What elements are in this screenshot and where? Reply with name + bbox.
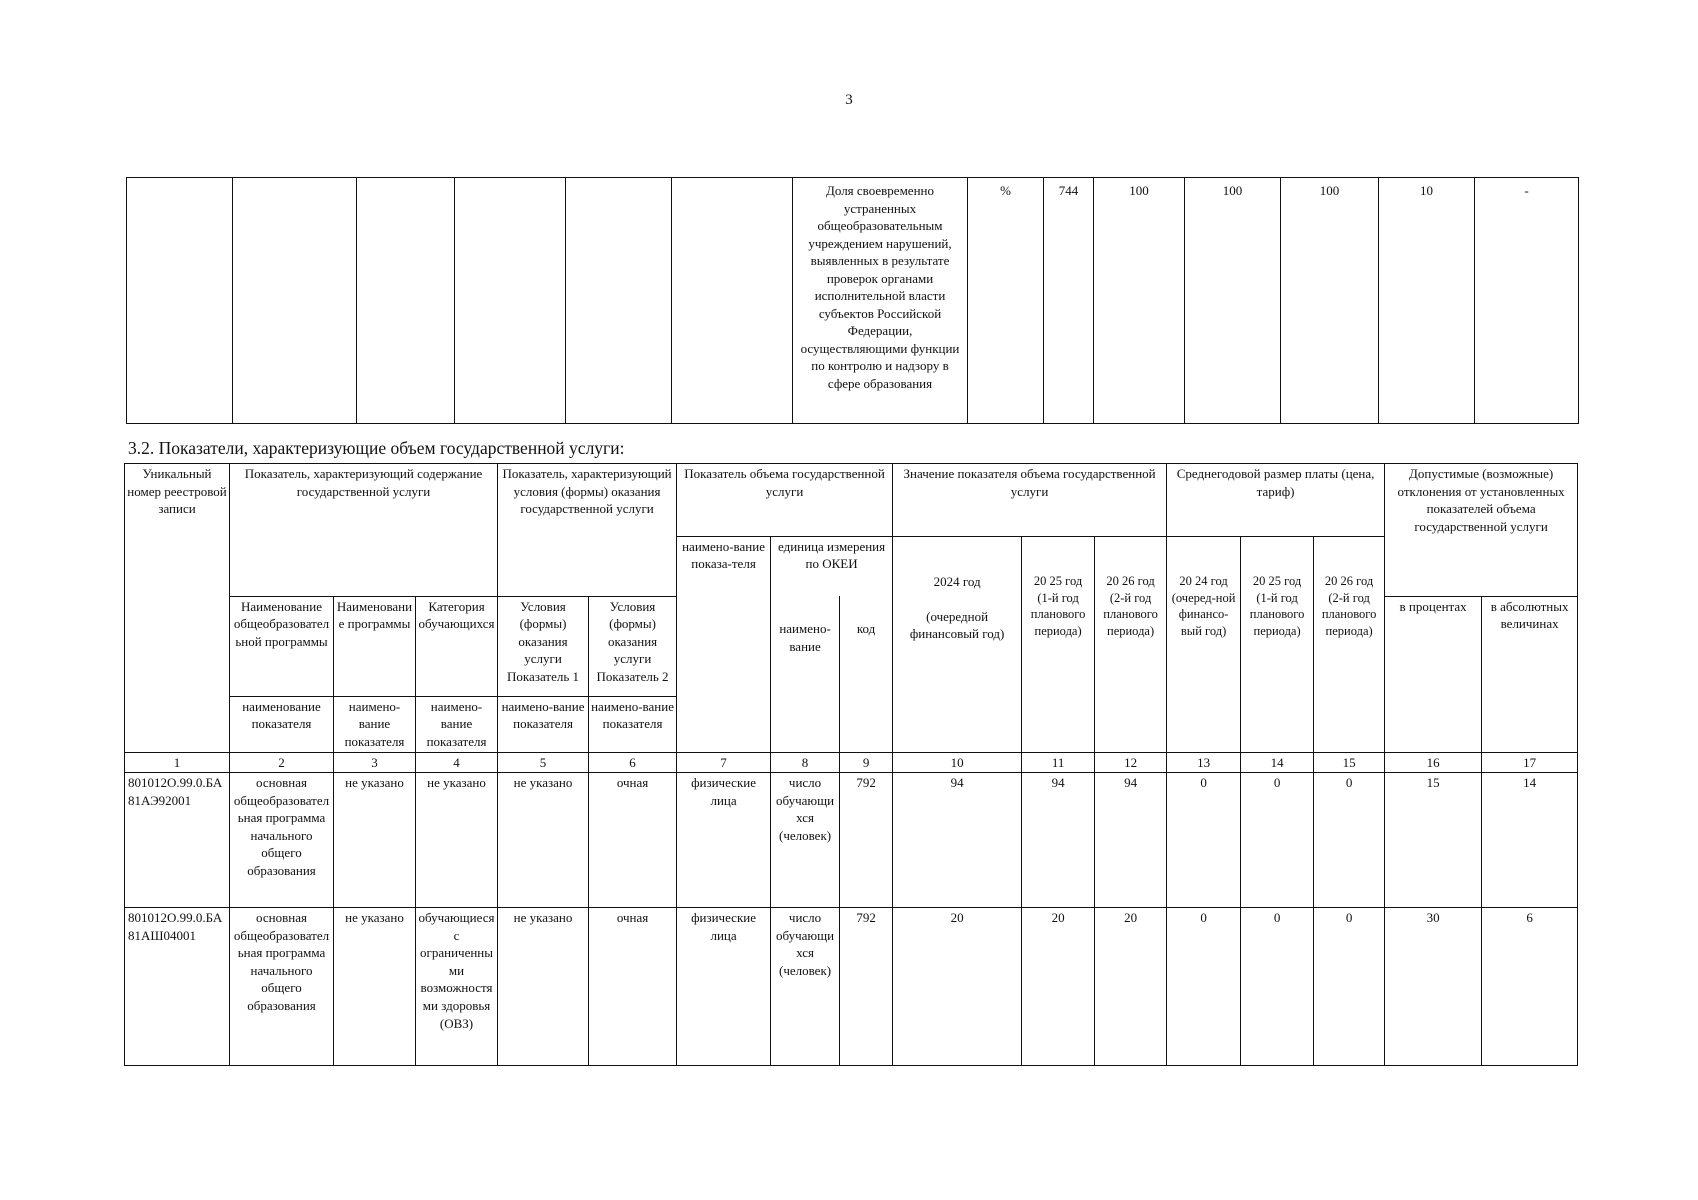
header-dev-percent: в процентах [1385, 596, 1482, 752]
col-num: 16 [1385, 752, 1482, 773]
empty-cell [672, 178, 793, 424]
col-num: 4 [416, 752, 498, 773]
col-num: 10 [893, 752, 1022, 773]
col-num: 12 [1095, 752, 1167, 773]
header-avg-fee-group: Среднегодовой размер платы (цена, тариф) [1167, 464, 1385, 537]
value-2024: 100 [1094, 178, 1185, 424]
header-ind-name-2: наименование показателя [230, 696, 334, 752]
col-num: 6 [589, 752, 677, 773]
page-number: 3 [845, 92, 853, 108]
fee-2025: 0 [1241, 773, 1314, 908]
year-sublabel: (2-й год планового периода) [1103, 590, 1158, 639]
col-num: 3 [334, 752, 416, 773]
header-ind-name-3: наимено-вание показателя [334, 696, 416, 752]
table-row [127, 178, 1579, 424]
value-2026: 100 [1281, 178, 1379, 424]
header-deviation-group: Допустимые (возможные) отклонения от установленных показателей объема государственной услуги [1385, 464, 1578, 537]
fee-2025: 0 [1241, 908, 1314, 1066]
header-student-category: Категория обучающихся [416, 596, 498, 696]
value-2026: 20 [1095, 908, 1167, 1066]
deviation-absolute: 6 [1482, 908, 1578, 1066]
header-dev-absolute: в абсолютных величинах [1482, 596, 1578, 752]
program-name: основная общеобразовательная программа начального общего образования [230, 908, 334, 1066]
header-okei-name: наимено-вание [771, 596, 840, 752]
condition-1: не указано [498, 773, 589, 908]
program: не указано [334, 773, 416, 908]
header-indicator-name: наимено-вание показа-теля [677, 536, 771, 752]
header-ind-name-4: наимено-вание показателя [416, 696, 498, 752]
fee-2024: 0 [1167, 908, 1241, 1066]
registry-number: 801012О.99.0.БА81АЭ92001 [125, 773, 230, 908]
fee-2026: 0 [1314, 908, 1385, 1066]
col-num: 1 [125, 752, 230, 773]
header-program-name: Наименование общеобразовательной программы [230, 596, 334, 696]
section-title: 3.2. Показатели, характеризующие объем государственной услуги: [128, 438, 625, 458]
year-sublabel: (1-й год планового периода) [1030, 590, 1086, 639]
header-fee-2026 [1314, 536, 1385, 752]
indicator: физические лица [677, 773, 771, 908]
header-ind-name-5: наимено-вание показателя [498, 696, 589, 752]
okei-code: 792 [840, 908, 893, 1066]
col-num: 15 [1314, 752, 1385, 773]
year-label: 2024 год [933, 573, 981, 589]
condition-1: не указано [498, 908, 589, 1066]
indicator: физические лица [677, 908, 771, 1066]
col-num: 14 [1241, 752, 1314, 773]
column-number-row [125, 752, 1578, 773]
table-row [125, 908, 1578, 1066]
col-num: 9 [840, 752, 893, 773]
header-year-2024 [893, 536, 1022, 752]
col-num: 17 [1482, 752, 1578, 773]
empty-cell [357, 178, 455, 424]
year-sublabel: (2-й год планового периода) [1321, 590, 1377, 639]
okei-code: 792 [840, 773, 893, 908]
deviation-absolute: - [1475, 178, 1579, 424]
col-num: 13 [1167, 752, 1241, 773]
registry-number: 801012О.99.0.БА81АШ04001 [125, 908, 230, 1066]
header-volume-indicator-group: Показатель объема государственной услуги [677, 464, 893, 537]
header-fee-2025 [1241, 536, 1314, 752]
year-label: 20 26 год [1324, 573, 1374, 588]
year-label: 20 25 год [1252, 573, 1302, 588]
col-num: 7 [677, 752, 771, 773]
value-2025: 20 [1022, 908, 1095, 1066]
volume-indicators-table [124, 463, 1578, 1066]
program-name: основная общеобразовательная программа начального общего образования [230, 773, 334, 908]
unit: число обучающихся (человек) [771, 908, 840, 1066]
table-row [125, 773, 1578, 908]
header-okei-code: код [840, 596, 893, 752]
empty-cell [233, 178, 357, 424]
year-label: 20 26 год [1106, 573, 1155, 588]
empty-cell [566, 178, 672, 424]
empty-cell [127, 178, 233, 424]
value-2025: 100 [1185, 178, 1281, 424]
unit: % [968, 178, 1044, 424]
condition-2: очная [589, 908, 677, 1066]
header-conditions-group: Показатель, характеризующий условия (формы) оказания государственной услуги [498, 464, 677, 597]
deviation-percent: 10 [1379, 178, 1475, 424]
indicator-name: Доля своевременно устраненных общеобразовательным учреждением нарушений, выявленных в результате проверок органами исполнительной власти субъектов Российской Федерации, осуществляющими функции по контролю и надзору в сфере образования [793, 178, 968, 424]
deviation-percent: 30 [1385, 908, 1482, 1066]
header-ind-name-6: наимено-вание показателя [589, 696, 677, 752]
header-deviation-spacer [1385, 536, 1578, 596]
header-volume-value-group: Значение показателя объема государственной услуги [893, 464, 1167, 537]
header-registry-number: Уникальный номер реестровой записи [125, 464, 230, 753]
value-2024: 20 [893, 908, 1022, 1066]
unit: число обучающихся (человек) [771, 773, 840, 908]
year-sublabel: (1-й год планового периода) [1249, 590, 1305, 639]
header-fee-2024 [1167, 536, 1241, 752]
col-num: 11 [1022, 752, 1095, 773]
col-num: 8 [771, 752, 840, 773]
header-content-group: Показатель, характеризующий содержание государственной услуги [230, 464, 498, 597]
col-num: 5 [498, 752, 589, 773]
student-category: обучающиеся с ограниченными возможностями здоровья (ОВЗ) [416, 908, 498, 1066]
year-label: 20 24 год [1179, 573, 1228, 588]
header-program: Наименование программы [334, 596, 416, 696]
empty-cell [455, 178, 566, 424]
year-sublabel: (очередной финансовый год) [909, 608, 1005, 642]
condition-2: очная [589, 773, 677, 908]
okei-code: 744 [1044, 178, 1094, 424]
deviation-percent: 15 [1385, 773, 1482, 908]
value-2026: 94 [1095, 773, 1167, 908]
header-row [125, 464, 1578, 537]
header-condition-1: Условия (формы) оказания услуги Показатель 1 [498, 596, 589, 696]
value-2024: 94 [893, 773, 1022, 908]
value-2025: 94 [1022, 773, 1095, 908]
fee-2024: 0 [1167, 773, 1241, 908]
header-okei-unit: единица измерения по ОКЕИ [771, 536, 893, 596]
header-year-2026 [1095, 536, 1167, 752]
student-category: не указано [416, 773, 498, 908]
deviation-absolute: 14 [1482, 773, 1578, 908]
year-sublabel: (очеред-ной финансо-вый год) [1171, 590, 1236, 639]
program: не указано [334, 908, 416, 1066]
header-year-2025 [1022, 536, 1095, 752]
fee-2026: 0 [1314, 773, 1385, 908]
quality-indicators-table-continuation [126, 177, 1579, 424]
header-condition-2: Условия (формы) оказания услуги Показатель 2 [589, 596, 677, 696]
year-label: 20 25 год [1033, 573, 1083, 588]
col-num: 2 [230, 752, 334, 773]
